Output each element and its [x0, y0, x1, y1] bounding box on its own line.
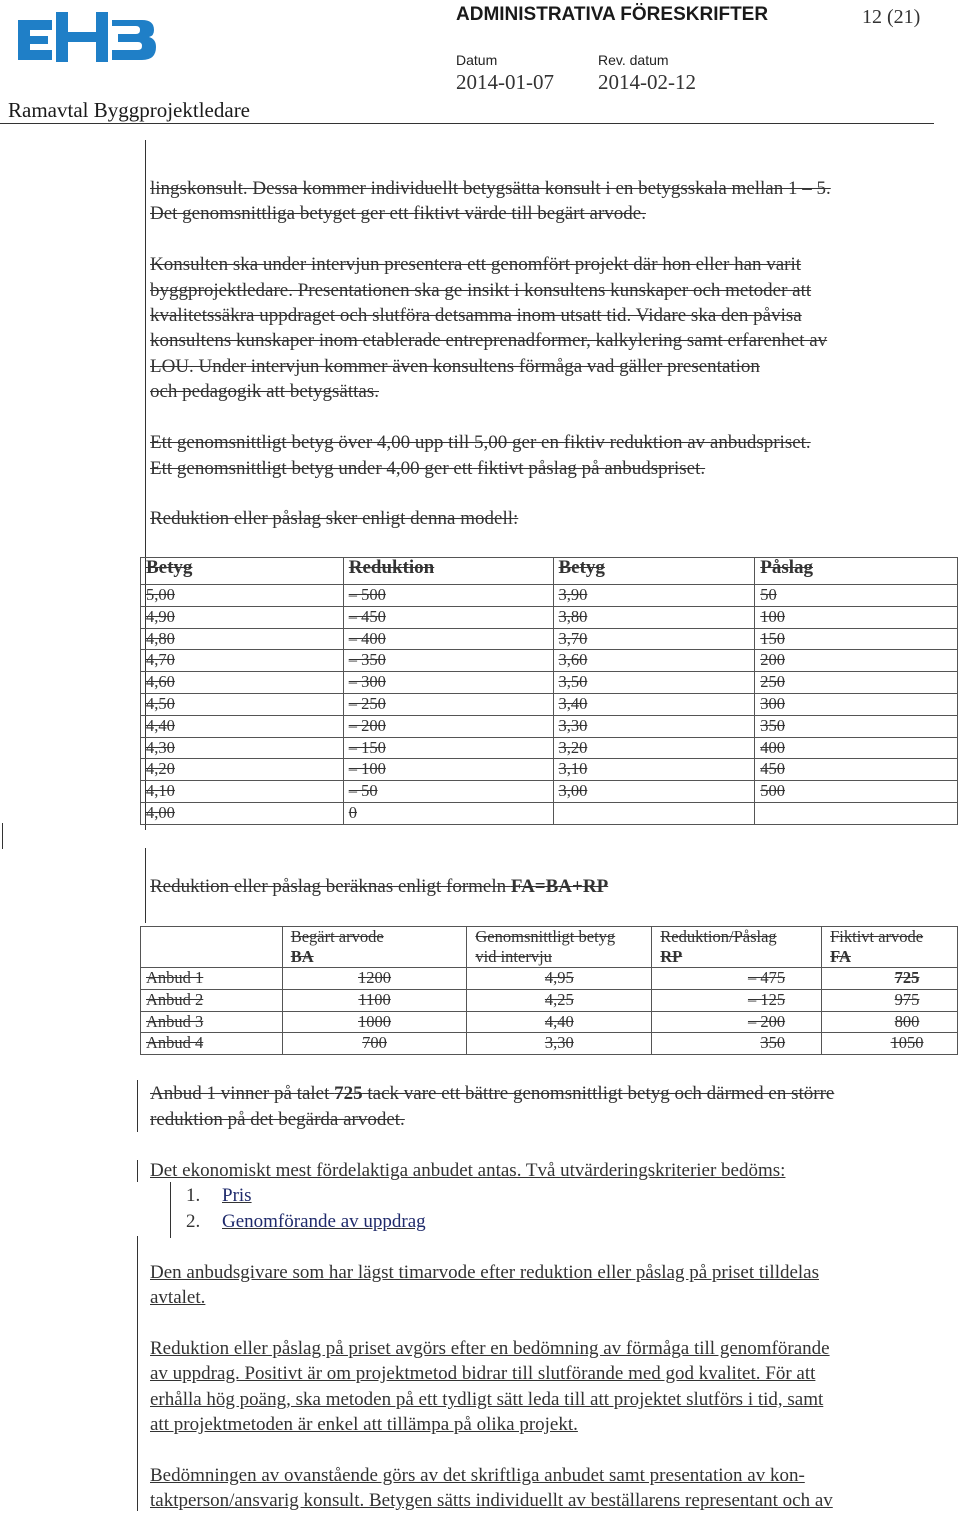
table-cell: 3,60 — [553, 650, 755, 672]
paragraph-line: Den anbudsgivare som har lägst timarvode efter reduktion eller påslag på priset tilldelas — [150, 1262, 820, 1283]
paragraph-line: avtalet. — [150, 1287, 206, 1308]
header-divider — [0, 123, 934, 124]
revision-bar — [137, 1160, 138, 1182]
table-cell: – 200 — [652, 1011, 822, 1033]
table-cell: 350 — [652, 1033, 822, 1055]
paragraph-line: Anbud 1 vinner på talet 725 tack vare ett bättre genomsnittligt betyg och därmed en större — [150, 1083, 835, 1104]
table-cell: 3,80 — [553, 606, 755, 628]
table-row — [141, 693, 958, 715]
table-cell: 1100 — [282, 989, 467, 1011]
table-cell: 3,90 — [553, 585, 755, 607]
document-type: ADMINISTRATIVA FÖRESKRIFTER — [456, 4, 769, 25]
table-cell: 4,30 — [141, 737, 344, 759]
paragraph-line: och pedagogik att betygsättas. — [150, 381, 379, 402]
table-cell: Anbud 2 — [141, 989, 283, 1011]
table-cell — [553, 802, 755, 824]
table-cell: – 300 — [343, 672, 553, 694]
table-header: Genomsnittligt betyg vid intervju — [467, 927, 652, 968]
table-cell: 4,70 — [141, 650, 344, 672]
table-header: Fiktivt arvode FA — [822, 927, 958, 968]
paragraph-line: reduktion på det begärda arvodet. — [150, 1109, 405, 1130]
table-header: Betyg — [141, 558, 344, 585]
table-cell — [755, 802, 958, 824]
table-row — [141, 802, 958, 824]
document-title: Ramavtal Byggprojektledare — [8, 98, 251, 122]
table-cell: 4,25 — [467, 989, 652, 1011]
table-cell: 1050 — [822, 1033, 958, 1055]
table-cell: – 350 — [343, 650, 553, 672]
table-row — [141, 672, 958, 694]
table-cell: Anbud 3 — [141, 1011, 283, 1033]
table-cell: 1000 — [282, 1011, 467, 1033]
table-cell: – 250 — [343, 693, 553, 715]
list-item: 2. Genomförande av uppdrag — [186, 1211, 426, 1232]
paragraph-line: Konsulten ska under intervjun presentera ett genomfört projekt där hon eller han varit — [150, 254, 802, 275]
table-row — [141, 1033, 958, 1055]
table-header-row — [141, 558, 958, 585]
table-header: Betyg — [553, 558, 755, 585]
table-cell: 450 — [755, 759, 958, 781]
table-row — [141, 650, 958, 672]
paragraph-line: kvalitetssäkra uppdraget och slutföra detsamma inom utsatt tid. Vidare ska den påvisa — [150, 305, 802, 326]
paragraph-line: Ett genomsnittligt betyg under 4,00 ger ett fiktivt påslag på anbudspriset. — [150, 458, 706, 479]
paragraph-line: Reduktion eller påslag på priset avgörs efter en bedömning av förmåga till genomförande — [150, 1338, 830, 1359]
page-header — [0, 0, 960, 128]
table-header: Reduktion/Påslag RP — [652, 927, 822, 968]
formula: FA=BA+RP — [510, 876, 609, 897]
table-row — [141, 737, 958, 759]
table-cell: Anbud 4 — [141, 1033, 283, 1055]
table-row — [141, 715, 958, 737]
table-cell: 250 — [755, 672, 958, 694]
date-label: Datum — [456, 52, 498, 68]
revision-bar — [145, 848, 146, 923]
revision-bar — [137, 1236, 138, 1511]
table-cell: 500 — [755, 781, 958, 803]
paragraph-line: Det ekonomiskt mest fördelaktiga anbudet antas. Två utvärderingskriterier bedöms: — [150, 1160, 786, 1181]
table-cell: 3,30 — [467, 1033, 652, 1055]
table-cell: 700 — [282, 1033, 467, 1055]
list-item: 1. Pris — [186, 1185, 252, 1206]
table-cell: 150 — [755, 628, 958, 650]
table-cell: – 200 — [343, 715, 553, 737]
table-cell: 5,00 — [141, 585, 344, 607]
table-cell: 0 — [343, 802, 553, 824]
table-cell: 975 — [822, 989, 958, 1011]
table-cell: 400 — [755, 737, 958, 759]
paragraph-line: konsultens kunskaper inom etablerade entreprenadformer, kalkylering samt erfarenhet av — [150, 330, 828, 351]
revision-bar — [137, 1080, 138, 1132]
table-cell: – 450 — [343, 606, 553, 628]
table-cell: 4,40 — [141, 715, 344, 737]
table-cell: 4,00 — [141, 802, 344, 824]
table-cell: 4,40 — [467, 1011, 652, 1033]
table-cell: – 500 — [343, 585, 553, 607]
table-cell: 3,00 — [553, 781, 755, 803]
formula-text: Reduktion eller påslag beräknas enligt formeln — [150, 876, 511, 897]
revision-bar — [170, 1182, 171, 1238]
table-cell: 4,60 — [141, 672, 344, 694]
table-cell: – 50 — [343, 781, 553, 803]
table-cell: 3,30 — [553, 715, 755, 737]
table-cell: Anbud 1 — [141, 968, 283, 990]
table-row — [141, 968, 958, 990]
table-cell: 50 — [755, 585, 958, 607]
table-cell: 3,70 — [553, 628, 755, 650]
paragraph-line: Det genomsnittliga betyget ger ett fiktivt värde till begärt arvode. — [150, 203, 646, 224]
table-cell: 200 — [755, 650, 958, 672]
table-header: Reduktion — [343, 558, 553, 585]
paragraph-line: att projektmetoden är enkel att tillämpa på olika projekt. — [150, 1414, 578, 1435]
table-cell: 4,90 — [141, 606, 344, 628]
paragraph-line: taktperson/ansvarig konsult. Betygen sätts individuellt av beställarens representant och av — [150, 1490, 833, 1511]
table-cell: 3,10 — [553, 759, 755, 781]
paragraph-line: LOU. Under intervjun kommer även konsultens förmåga vad gäller presentation — [150, 356, 760, 377]
table-cell: 4,95 — [467, 968, 652, 990]
table-header — [141, 927, 283, 968]
rating-table — [140, 557, 958, 825]
revision-date-label: Rev. datum — [598, 52, 669, 68]
table-cell: 725 — [822, 968, 958, 990]
table-row — [141, 989, 958, 1011]
page-number: 12 (21) — [862, 6, 921, 28]
table-cell: 800 — [822, 1011, 958, 1033]
paragraph-line: Reduktion eller påslag sker enligt denna modell: — [150, 508, 519, 529]
table-cell: – 125 — [652, 989, 822, 1011]
table-cell: 300 — [755, 693, 958, 715]
table-cell: – 150 — [343, 737, 553, 759]
table-row — [141, 1011, 958, 1033]
table-cell: – 100 — [343, 759, 553, 781]
table-cell: – 400 — [343, 628, 553, 650]
revision-date-value: 2014-02-12 — [598, 70, 696, 94]
table-header: Påslag — [755, 558, 958, 585]
table-cell: – 475 — [652, 968, 822, 990]
paragraph-line: Ett genomsnittligt betyg över 4,00 upp till 5,00 ger en fiktiv reduktion av anbudspriset. — [150, 432, 811, 453]
paragraph-line: erhålla hög poäng, ska metoden på ett tydligt sätt leda till att projektet slutförs i tid, samt — [150, 1389, 824, 1410]
table-cell: 100 — [755, 606, 958, 628]
table-cell: 3,20 — [553, 737, 755, 759]
table-cell: 3,40 — [553, 693, 755, 715]
table-header: Begärt arvode BA — [282, 927, 467, 968]
table-row — [141, 628, 958, 650]
example-table — [140, 926, 958, 1055]
table-cell: 4,10 — [141, 781, 344, 803]
formula-paragraph — [150, 874, 608, 900]
revision-bar — [2, 823, 3, 849]
table-row — [141, 759, 958, 781]
table-cell: 4,20 — [141, 759, 344, 781]
paragraph-line: Bedömningen av ovanstående görs av det skriftliga anbudet samt presentation av kon- — [150, 1465, 805, 1486]
table-cell: 350 — [755, 715, 958, 737]
paragraph-line: byggprojektledare. Presentationen ska ge insikt i konsultens kunskaper och metoder att — [150, 280, 812, 301]
ehb-logo — [16, 6, 156, 73]
table-row — [141, 585, 958, 607]
table-row — [141, 781, 958, 803]
paragraph-line: lingskonsult. Dessa kommer individuellt betygsätta konsult i en betygsskala mellan 1 – 5. — [150, 178, 831, 199]
table-row — [141, 606, 958, 628]
paragraph-line: av uppdrag. Positivt är om projektmetod bidrar till slutförande med god kvalitet. För att — [150, 1363, 816, 1384]
date-value: 2014-01-07 — [456, 70, 554, 94]
table-cell: 4,50 — [141, 693, 344, 715]
table-cell: 1200 — [282, 968, 467, 990]
table-header-row — [141, 927, 958, 968]
table-cell: 3,50 — [553, 672, 755, 694]
table-cell: 4,80 — [141, 628, 344, 650]
